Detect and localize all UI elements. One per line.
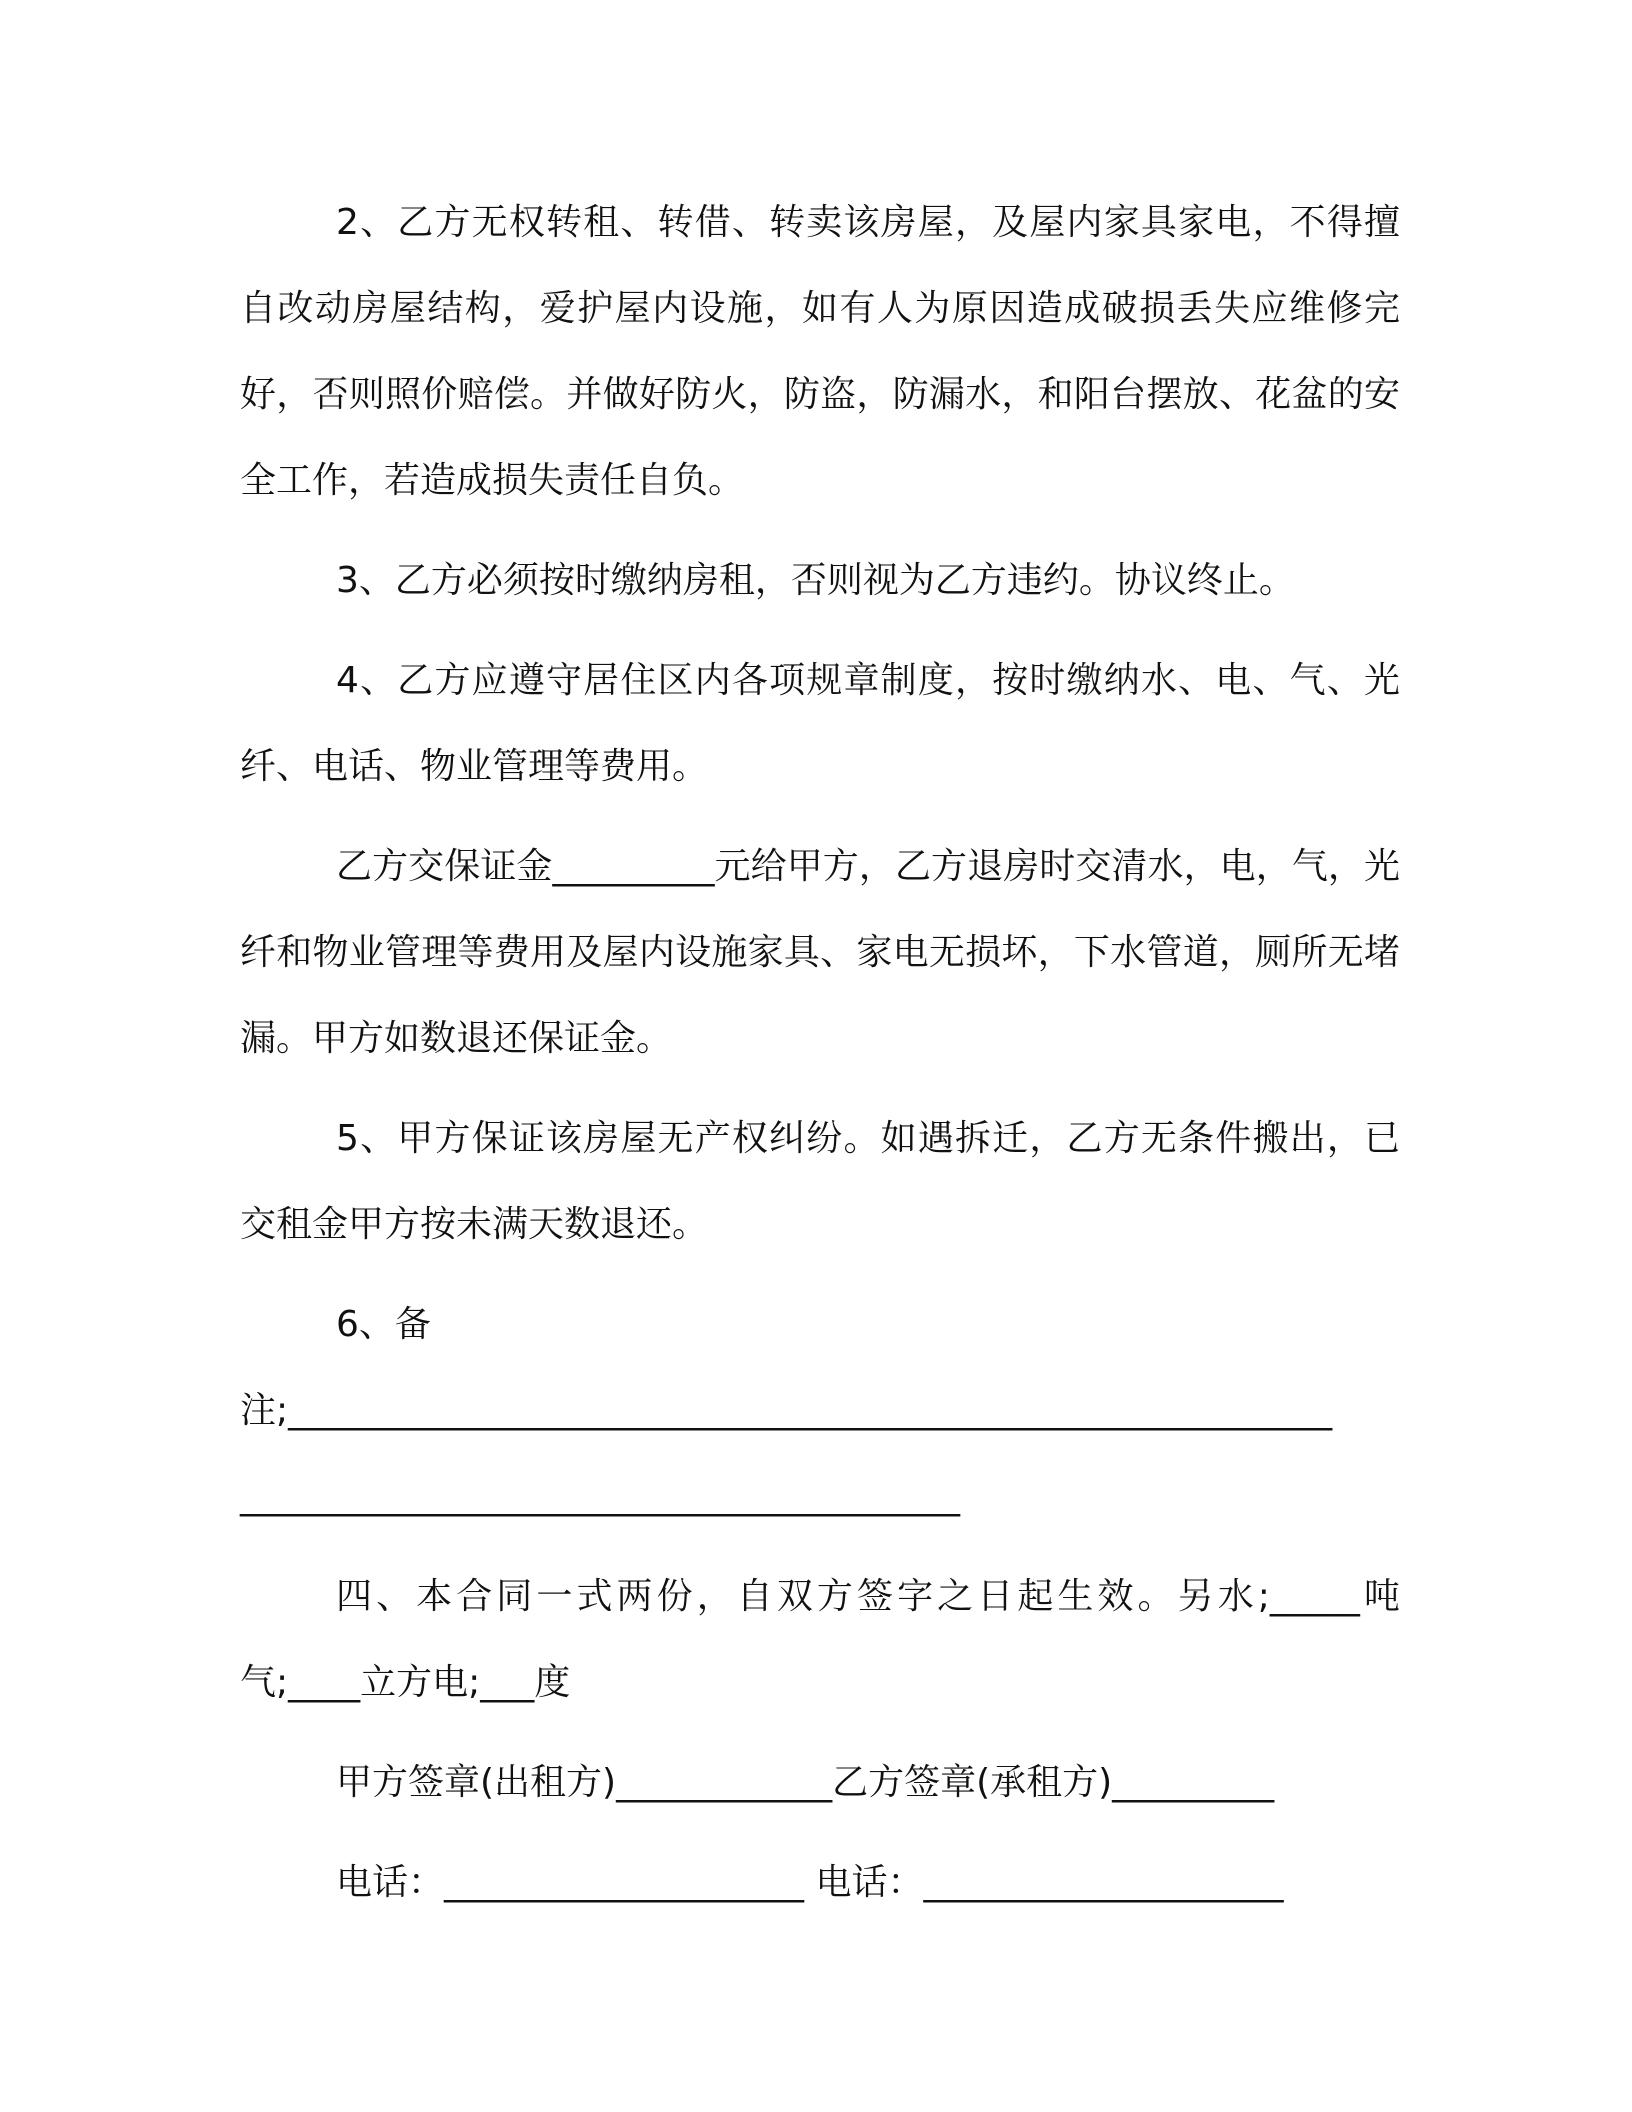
clause-4: 4、乙方应遵守居住区内各项规章制度，按时缴纳水、电、气、光纤、电话、物业管理等费用。 <box>240 660 1400 787</box>
signature-line: 甲方签章(出租方)____________乙方签章(承租方)_________ <box>336 1762 1275 1803</box>
remarks-continuation-line: ________________________________________ <box>240 1476 960 1517</box>
effectiveness-clause: 四、本合同一式两份，自双方签字之日起生效。另水;_____吨气;____立方电;___度 <box>240 1576 1400 1703</box>
clause-2: 2、乙方无权转租、转借、转卖该房屋，及屋内家具家电，不得擅自改动房屋结构，爱护屋内设施，如有人为原因造成破损丢失应维修完好，否则照价赔偿。并做好防火，防盗，防漏水，和阳台摆放、花盆的安全工作，若造成损失责任自负。 <box>240 202 1400 501</box>
clause-6-heading: 6、备 <box>336 1304 431 1345</box>
phone-line: 电话：____________________ 电话：____________________ <box>336 1862 1284 1903</box>
clause-5: 5、甲方保证该房屋无产权纠纷。如遇拆迁，乙方无条件搬出，已交租金甲方按未满天数退还。 <box>240 1118 1400 1245</box>
document-page <box>240 180 1400 1926</box>
remarks-line: 注;__________________________________________________________ <box>240 1390 1333 1431</box>
clause-3: 3、乙方必须按时缴纳房租，否则视为乙方违约。协议终止。 <box>336 560 1295 601</box>
deposit-clause: 乙方交保证金_________元给甲方，乙方退房时交清水，电，气，光纤和物业管理等费用及屋内设施家具、家电无损坏，下水管道，厕所无堵漏。甲方如数退还保证金。 <box>240 846 1400 1059</box>
